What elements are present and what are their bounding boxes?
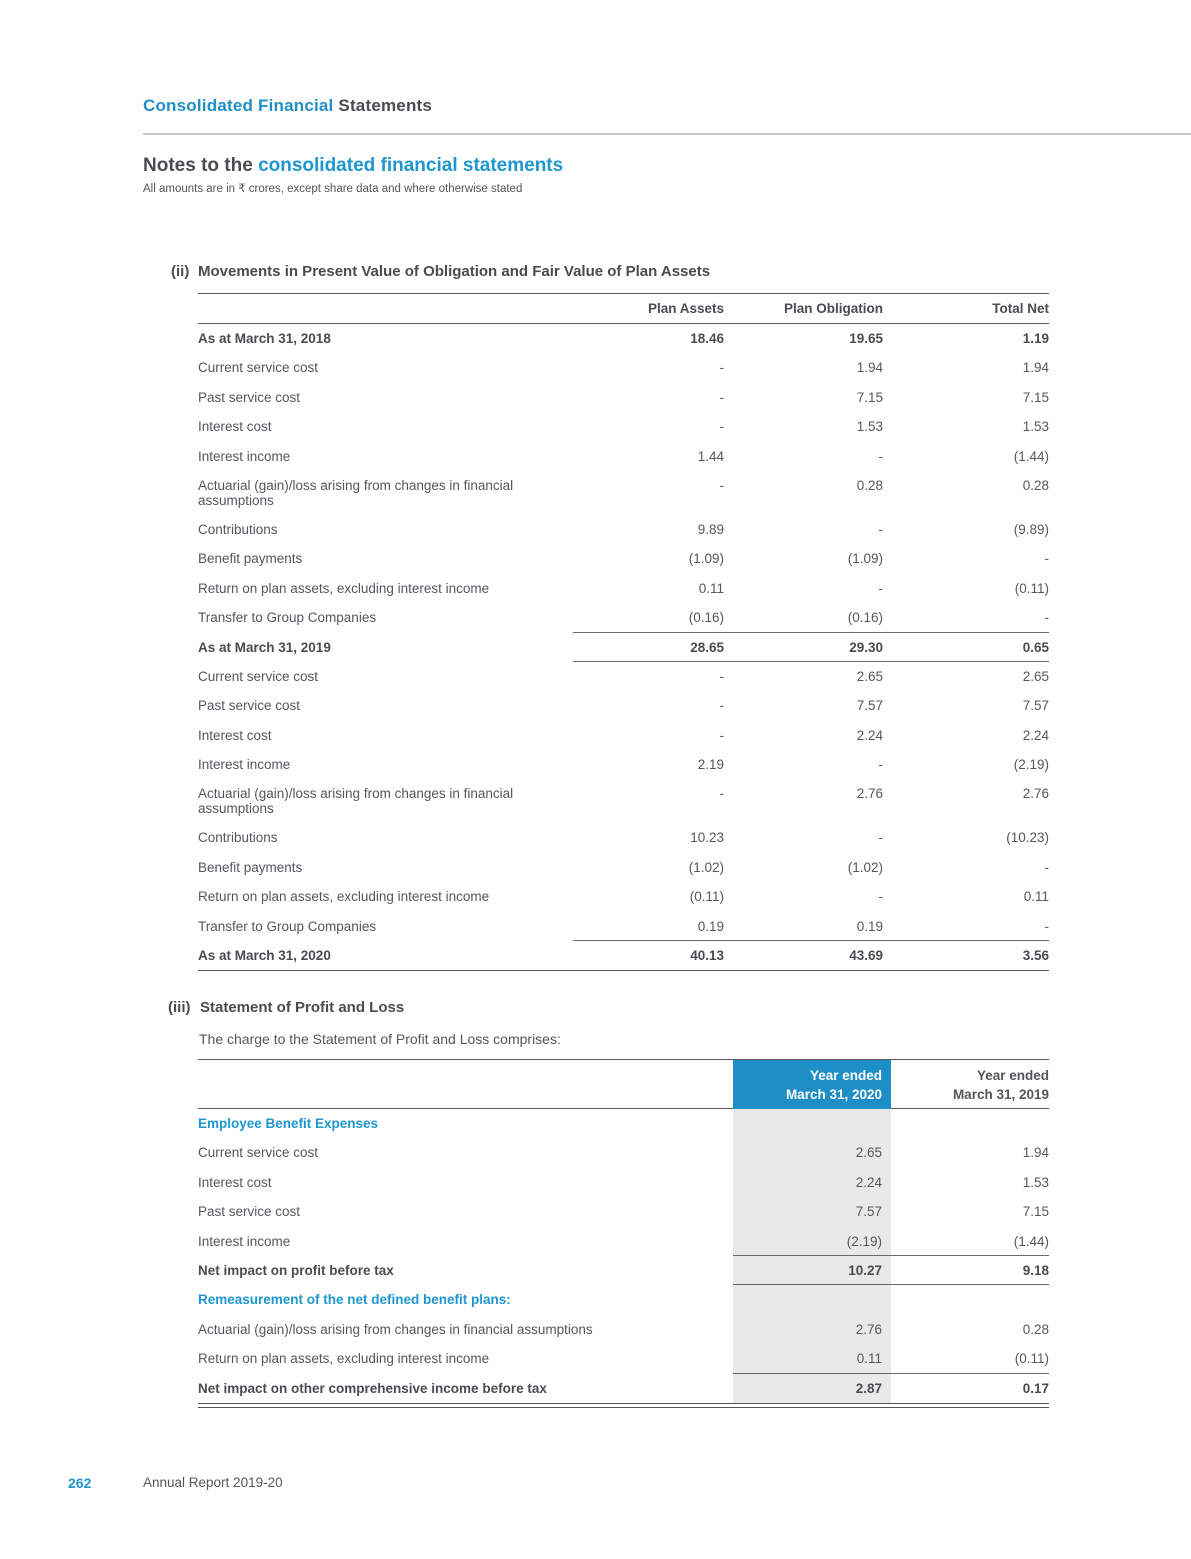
row-label: Return on plan assets, excluding interest income (198, 889, 490, 905)
cell-2019: 0.28 (1022, 1321, 1049, 1337)
table-row (198, 1344, 1049, 1373)
section-ii-title: Movements in Present Value of Obligation and Fair Value of Plan Assets (198, 263, 711, 280)
table-row (198, 1168, 1049, 1197)
cell-total-net: (10.23) (1006, 830, 1049, 846)
table-row (198, 1374, 1049, 1404)
cell-2019: 1.53 (1022, 1174, 1049, 1190)
cell-plan-assets: - (719, 419, 724, 435)
cell-plan-assets: (0.11) (689, 889, 724, 905)
row-label: Actuarial (gain)/loss arising from changes in financial assumptions (198, 1321, 593, 1337)
table-row (198, 633, 1049, 662)
table-row (198, 353, 1049, 382)
cell-plan-assets: (0.16) (688, 610, 724, 626)
cell-plan-assets: 0.11 (698, 580, 724, 596)
table-row (198, 383, 1049, 412)
section-ii-label: (ii) (171, 263, 190, 280)
cell-plan-obligation: - (878, 830, 883, 846)
row-label: Actuarial (gain)/loss arising from changes in financial assumptions (198, 786, 514, 817)
table-row (198, 721, 1049, 750)
row-label: Net impact on other comprehensive income before tax (198, 1380, 547, 1396)
table-row (198, 1138, 1049, 1167)
table-row (198, 823, 1049, 852)
row-label: Benefit payments (198, 859, 303, 875)
table-row (198, 912, 1049, 941)
table-row (198, 750, 1049, 779)
cell-plan-obligation: 7.57 (856, 698, 883, 714)
cell-plan-obligation: 29.30 (849, 639, 883, 655)
document-header-title (143, 96, 432, 116)
pl-table-bottom-rule (198, 1405, 1049, 1408)
cell-2020: 2.24 (733, 1168, 891, 1197)
cell-plan-assets: - (719, 786, 724, 802)
table-row (198, 603, 1049, 632)
cell-plan-assets: 10.23 (690, 830, 724, 846)
cell-total-net: 2.24 (1022, 727, 1049, 743)
cell-total-net: - (1044, 610, 1049, 626)
table-row (198, 1315, 1049, 1344)
header-title-secondary: Statements (333, 96, 433, 115)
cell-2019: (0.11) (1014, 1351, 1049, 1367)
row-label: As at March 31, 2018 (198, 331, 331, 346)
header-year-2020 (733, 1060, 891, 1110)
notes-title-primary: Notes to the (143, 155, 259, 176)
header-title-primary: Consolidated Financial (143, 96, 334, 115)
cell-2020: 2.65 (733, 1138, 891, 1167)
header-cell-total-net: Total Net (992, 301, 1049, 316)
pl-intro-text: The charge to the Statement of Profit and Loss comprises: (199, 1031, 561, 1047)
cell-total-net: - (1044, 859, 1049, 875)
cell-plan-obligation: (0.16) (847, 610, 883, 626)
cell-total-net: - (1044, 918, 1049, 934)
cell-plan-assets: 1.44 (697, 448, 724, 464)
row-label: Interest cost (198, 1174, 272, 1190)
cell-total-net: 0.28 (1022, 477, 1049, 493)
cell-total-net: 2.76 (1022, 786, 1049, 802)
row-label: Actuarial (gain)/loss arising from changes in financial assumptions (198, 477, 514, 508)
table-row (198, 471, 1049, 515)
table-row (198, 662, 1049, 691)
header-year-2020-line1: Year ended (809, 1068, 882, 1083)
cell-plan-obligation: (1.09) (847, 551, 883, 567)
pl-table-header-row (198, 1059, 1049, 1109)
cell-plan-obligation: - (878, 448, 883, 464)
cell-plan-obligation: 43.69 (849, 948, 883, 964)
row-label: Employee Benefit Expenses (198, 1116, 379, 1131)
row-label: Remeasurement of the net defined benefit plans: (198, 1292, 511, 1308)
cell-total-net: 0.65 (1022, 639, 1049, 655)
cell-plan-obligation: 7.15 (856, 389, 883, 405)
cell-2020: 2.76 (733, 1315, 891, 1344)
cell-plan-obligation: 19.65 (849, 331, 883, 346)
row-label: Current service cost (198, 1145, 319, 1161)
row-label: Return on plan assets, excluding interest income (198, 580, 490, 596)
cell-plan-obligation: 0.28 (856, 477, 883, 493)
table-row (198, 1285, 1049, 1314)
cell-plan-obligation: (1.02) (847, 859, 883, 875)
cell-plan-obligation: - (878, 521, 883, 537)
cell-total-net: (1.44) (1013, 448, 1049, 464)
row-label: Interest income (198, 448, 291, 464)
cell-plan-obligation: - (878, 757, 883, 773)
row-label: Past service cost (198, 389, 301, 405)
row-label: Net impact on profit before tax (198, 1262, 394, 1278)
cell-2019 (891, 1285, 1049, 1314)
table-row (198, 1256, 1049, 1285)
row-label: Current service cost (198, 360, 319, 376)
cell-2020: 10.27 (733, 1256, 891, 1285)
cell-total-net: (9.89) (1013, 521, 1049, 537)
table-row (198, 1197, 1049, 1226)
table-row (198, 779, 1049, 823)
notes-title (143, 155, 563, 177)
cell-2019 (891, 1109, 1049, 1138)
section-iii-title: Statement of Profit and Loss (200, 999, 405, 1016)
cell-plan-obligation: 0.19 (856, 918, 883, 934)
table-row (198, 853, 1049, 882)
table-row (198, 544, 1049, 573)
cell-total-net: 7.57 (1022, 698, 1049, 714)
table-row (198, 324, 1049, 353)
cell-2019: 1.94 (1022, 1145, 1049, 1161)
cell-plan-obligation: - (878, 580, 883, 596)
table-row (198, 515, 1049, 544)
table-row (198, 442, 1049, 471)
page-number: 262 (68, 1475, 92, 1491)
cell-plan-assets: - (719, 360, 724, 376)
cell-2019: (1.44) (1013, 1233, 1049, 1249)
cell-plan-assets: 0.19 (697, 918, 724, 934)
cell-plan-assets: (1.09) (688, 551, 724, 567)
cell-plan-assets: (1.02) (688, 859, 724, 875)
movements-table-header-row (198, 293, 1049, 324)
cell-plan-obligation: 1.94 (856, 360, 883, 376)
table-row (198, 941, 1049, 971)
cell-2019: 7.15 (1022, 1204, 1049, 1220)
cell-plan-obligation: - (878, 889, 883, 905)
table-row (198, 1109, 1049, 1138)
table-row (198, 691, 1049, 720)
row-label: Transfer to Group Companies (198, 610, 377, 626)
cell-total-net: 2.65 (1022, 668, 1049, 684)
cell-total-net: (2.19) (1013, 757, 1049, 773)
cell-2020: 2.87 (733, 1374, 891, 1403)
cell-plan-assets: 40.13 (690, 948, 724, 964)
movements-table (198, 293, 1049, 971)
cell-plan-obligation: 1.53 (856, 419, 883, 435)
row-label: Return on plan assets, excluding interest income (198, 1351, 490, 1367)
table-row (198, 412, 1049, 441)
header-year-2019-line1: Year ended (976, 1068, 1049, 1083)
cell-total-net: (0.11) (1014, 580, 1049, 596)
table-row (198, 1227, 1049, 1256)
header-cell-empty (198, 294, 573, 323)
cell-plan-assets: - (719, 477, 724, 493)
cell-plan-obligation: 2.24 (856, 727, 883, 743)
header-cell-plan-obligation: Plan Obligation (783, 301, 883, 316)
cell-plan-assets: - (719, 668, 724, 684)
cell-plan-obligation: 2.76 (856, 786, 883, 802)
row-label: Interest cost (198, 419, 272, 435)
row-label: Contributions (198, 830, 278, 846)
cell-plan-assets: 2.19 (697, 757, 724, 773)
cell-total-net: 3.56 (1022, 948, 1049, 964)
cell-plan-assets: - (719, 698, 724, 714)
cell-2019: 9.18 (1022, 1262, 1049, 1278)
cell-plan-assets: - (719, 389, 724, 405)
row-label: Interest income (198, 757, 291, 773)
row-label: Past service cost (198, 1204, 301, 1220)
cell-plan-assets: - (719, 727, 724, 743)
cell-total-net: 1.53 (1022, 419, 1049, 435)
cell-2020: (2.19) (733, 1227, 891, 1256)
table-row (198, 574, 1049, 603)
section-iii-heading (168, 999, 404, 1016)
cell-plan-obligation: 2.65 (856, 668, 883, 684)
section-iii-label: (iii) (168, 999, 191, 1016)
header-year-2019-line2: March 31, 2019 (952, 1087, 1049, 1102)
notes-title-secondary: consolidated financial statements (258, 155, 564, 176)
row-label: Past service cost (198, 698, 301, 714)
cell-total-net: - (1044, 551, 1049, 567)
amounts-note: All amounts are in ₹ crores, except share data and where otherwise stated (143, 183, 523, 195)
header-divider (143, 133, 1191, 135)
cell-total-net: 7.15 (1022, 389, 1049, 405)
row-label: Current service cost (198, 668, 319, 684)
footer-report-title: Annual Report 2019-20 (143, 1475, 283, 1490)
row-label: Interest cost (198, 727, 272, 743)
cell-total-net: 0.11 (1023, 889, 1049, 905)
header-year-2019 (891, 1060, 1049, 1110)
cell-total-net: 1.19 (1022, 331, 1049, 346)
row-label: As at March 31, 2019 (198, 639, 331, 655)
header-year-2020-line2: March 31, 2020 (785, 1087, 882, 1102)
cell-2020: 0.11 (733, 1344, 891, 1373)
cell-plan-assets: 28.65 (690, 639, 724, 655)
cell-2019: 0.17 (1022, 1380, 1049, 1396)
row-label: Benefit payments (198, 551, 303, 567)
cell-2020 (733, 1109, 891, 1138)
header-cell-plan-assets: Plan Assets (647, 301, 724, 316)
table-row (198, 882, 1049, 911)
row-label: Transfer to Group Companies (198, 918, 377, 934)
row-label: Contributions (198, 521, 278, 537)
row-label: Interest income (198, 1233, 291, 1249)
cell-plan-assets: 18.46 (690, 331, 724, 346)
section-ii-heading (171, 263, 710, 280)
cell-total-net: 1.94 (1022, 360, 1049, 376)
cell-2020: 7.57 (733, 1197, 891, 1226)
row-label: As at March 31, 2020 (198, 948, 331, 964)
cell-2020 (733, 1285, 891, 1314)
profit-loss-table (198, 1059, 1049, 1408)
cell-plan-assets: 9.89 (697, 521, 724, 537)
